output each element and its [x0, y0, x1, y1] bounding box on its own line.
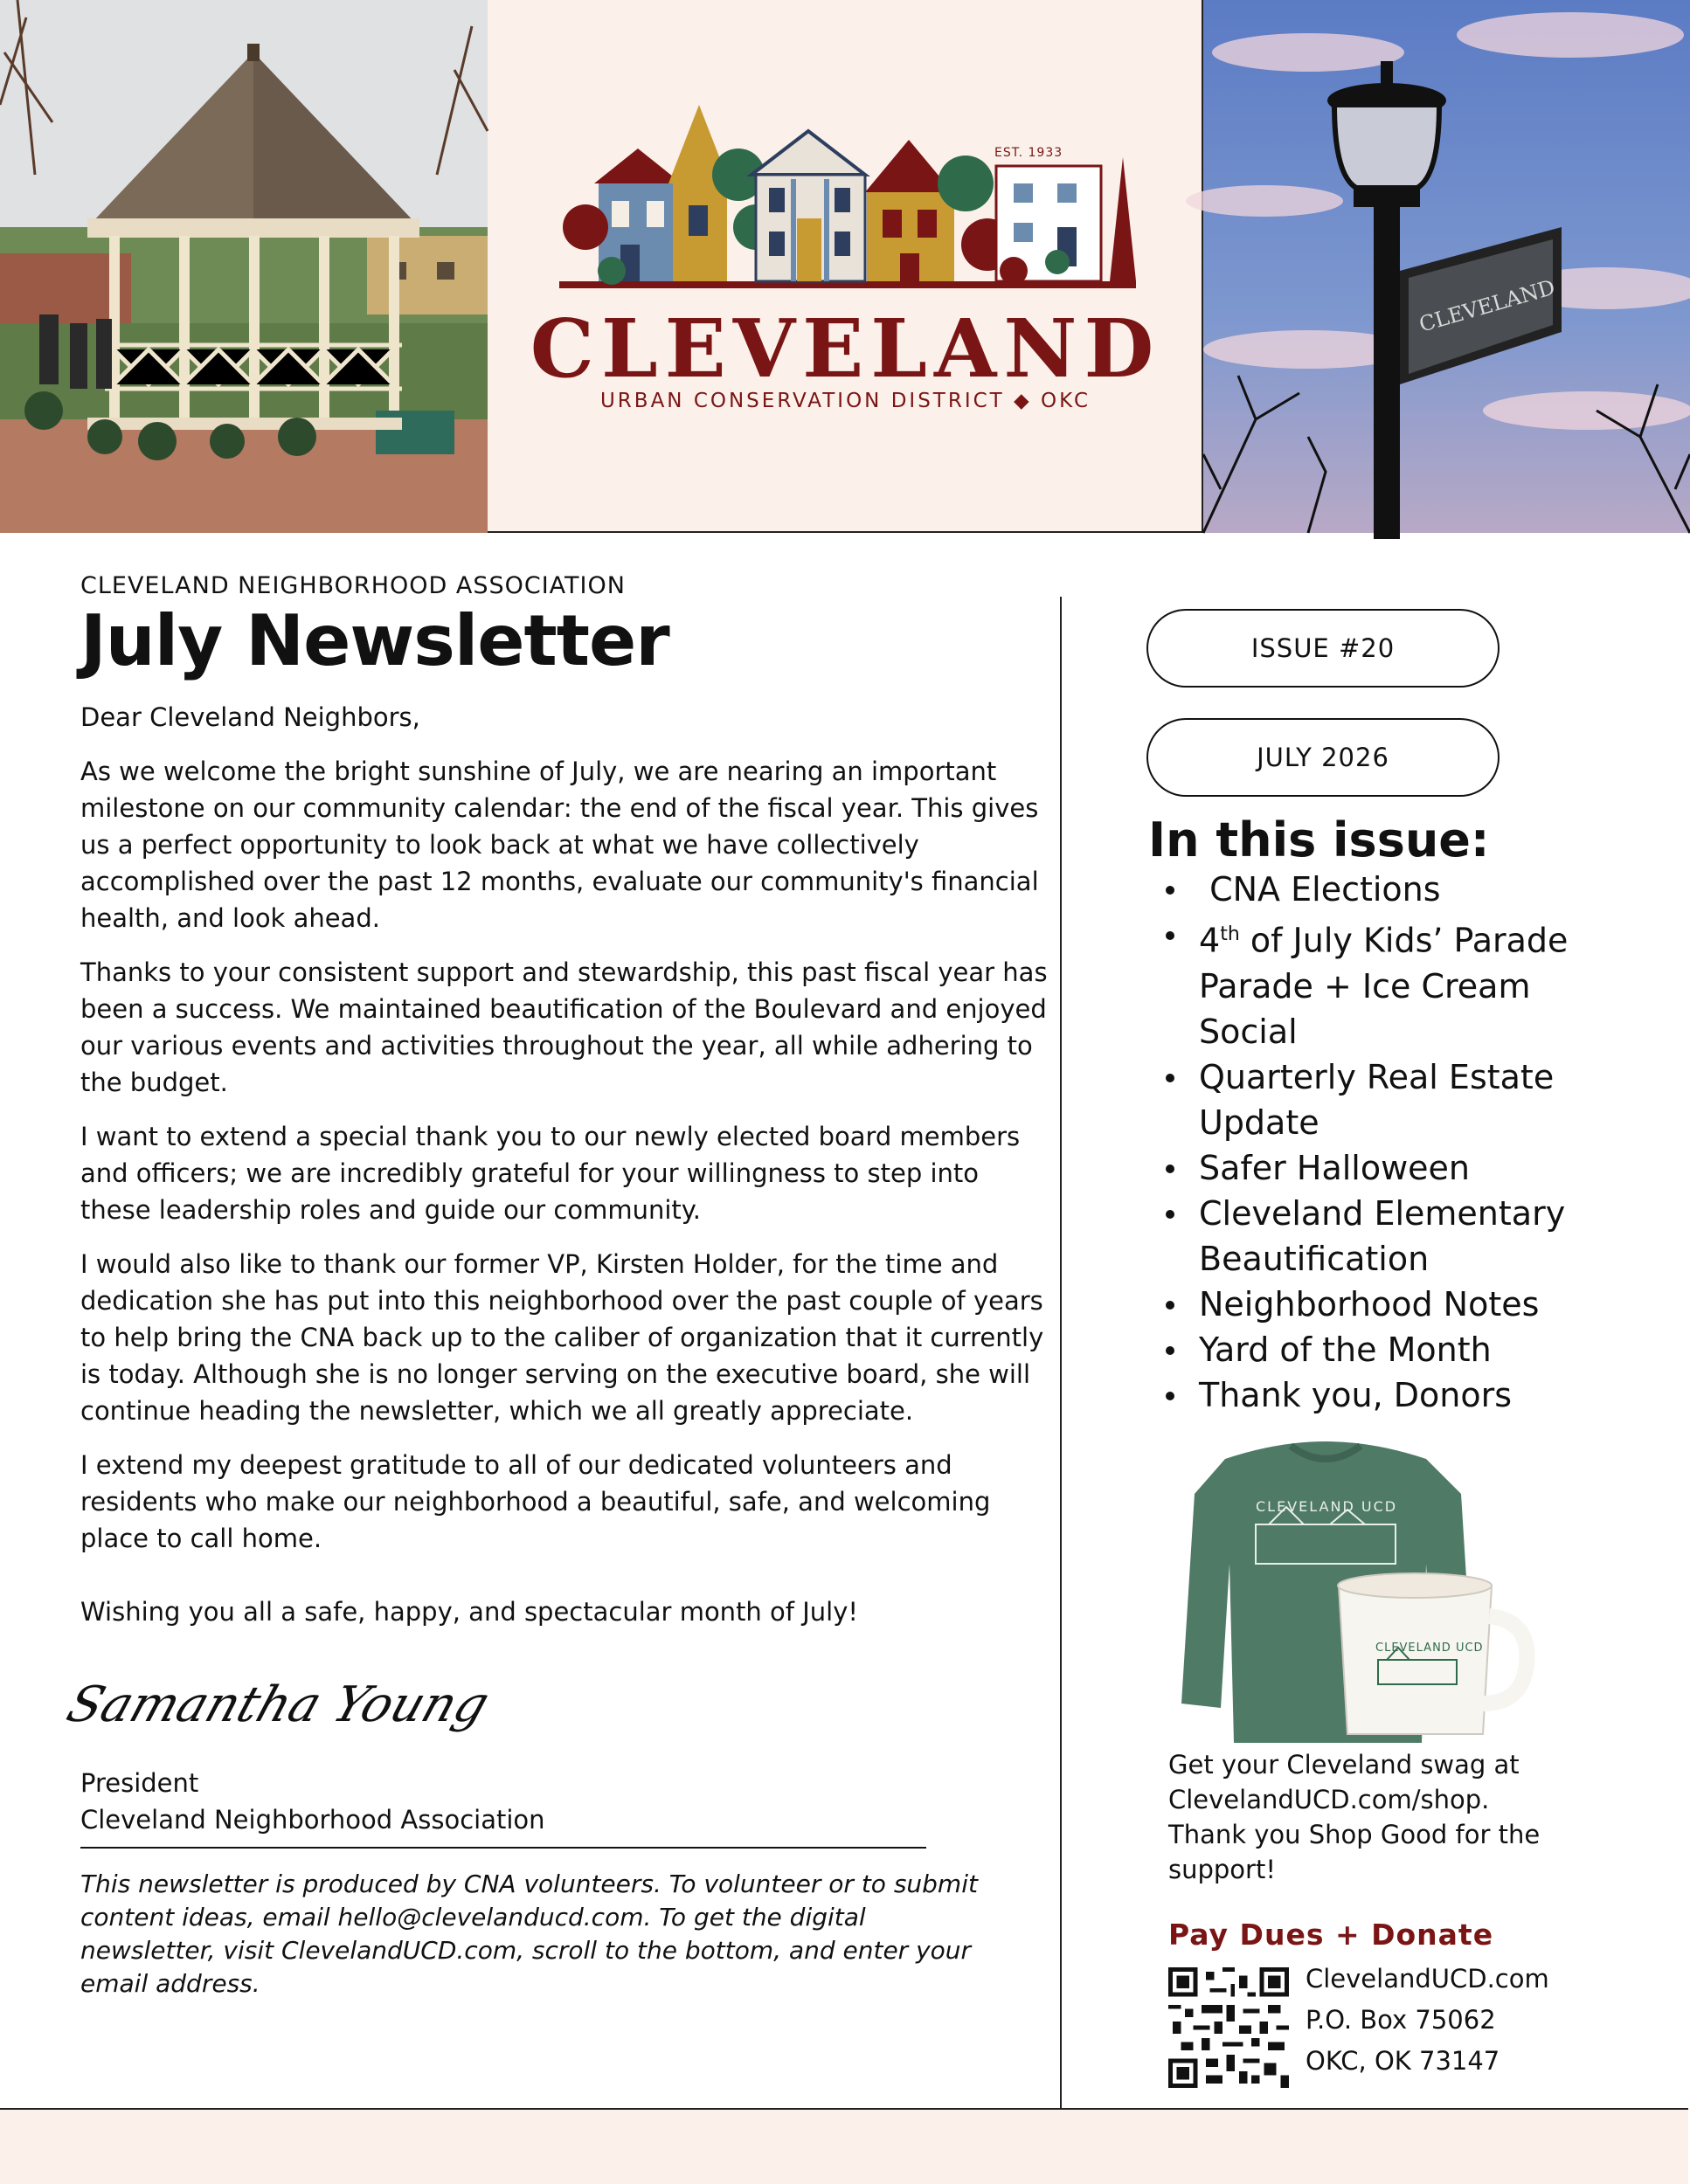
letter-paragraph: I would also like to thank our former VP, Kirsten Holder, for the time and dedication she has put into this neighborhood over the past couple of years to help bring the CNA back up to the caliber of organization that it currently is today. Although she is no longer serving on the executive board, she will continue heading the newsletter, which we all greatly appreciate. — [80, 1249, 1044, 1426]
donate-heading: Pay Dues + Donate — [1168, 1918, 1494, 1952]
toc-title: In this issue: — [1148, 812, 1490, 867]
toc-item-label: of July Kids’ Parade Parade + Ice Cream Social — [1199, 921, 1569, 1051]
houses-illustration-icon — [489, 0, 1202, 297]
toc-item-label: 4 — [1199, 921, 1221, 960]
letter-paragraph: As we welcome the bright sunshine of July, we are nearing an important milestone on our community calendar: the end of the fiscal year. This gives us a perfect opportunity to look back at what we have collectively accomplished over the past 12 months, evaluate our community's financial health, and look ahead. — [80, 757, 1039, 933]
toc-item: Safer Halloween — [1148, 1145, 1638, 1191]
swag-image — [1173, 1441, 1540, 1747]
letter-paragraph: I want to extend a special thank you to our newly elected board members and officers; we are incredibly grateful for your willingness to step into these leadership roles and guide our community. — [80, 1122, 1021, 1225]
logo-subtitle: URBAN CONSERVATION DISTRICT ◆ OKC — [599, 390, 1091, 412]
lamp-sign-text: CLEVELAND — [1416, 274, 1558, 337]
footnote: This newsletter is produced by CNA volunteers. To volunteer or to submit content ideas, email hello@clevelanducd.com. To get the digital newsletter, visit ClevelandUCD.com, scroll to the bottom, and enter your email address. — [80, 1870, 978, 1998]
footer-band — [0, 2108, 1688, 2184]
footnote-divider — [80, 1847, 926, 1849]
date-badge: JULY 2026 — [1146, 718, 1500, 797]
signer-details — [80, 1765, 1050, 1838]
header-band — [0, 0, 1688, 533]
column-divider — [1060, 597, 1062, 2108]
letter-greeting: Dear Cleveland Neighbors, — [80, 702, 420, 732]
toc-item: Yard of the Month — [1148, 1327, 1638, 1372]
logo-established: EST. 1933 — [994, 146, 1063, 160]
city-address: OKC, OK 73147 — [1306, 2046, 1500, 2076]
toc-item: Neighborhood Notes — [1148, 1282, 1638, 1327]
cleveland-logo — [489, 0, 1202, 533]
president-letter — [80, 699, 1050, 1630]
mug-print-text: CLEVELAND UCD — [1375, 1641, 1484, 1655]
swag-caption: Get your Cleveland swag at ClevelandUCD.com/shop. Thank you Shop Good for the support! — [1168, 1750, 1541, 1884]
signature-image-icon — [59, 1660, 496, 1756]
website-link[interactable]: ClevelandUCD.com — [1306, 1964, 1549, 1994]
toc-item — [1148, 867, 1638, 912]
page-title: July Newsletter — [80, 600, 669, 681]
toc-item-label: CNA Elections — [1209, 870, 1441, 909]
logo-title: CLEVELAND — [530, 301, 1161, 396]
gazebo-photo — [0, 0, 488, 533]
qr-code-icon[interactable] — [1168, 1967, 1289, 2088]
signature — [59, 1660, 1050, 1756]
table-of-contents — [1148, 867, 1638, 1418]
sweatshirt-print-text: CLEVELAND UCD — [1256, 1498, 1398, 1515]
lamp-post-photo — [1202, 0, 1688, 533]
po-box: P.O. Box 75062 — [1306, 2005, 1496, 2035]
toc-item — [1148, 912, 1638, 1054]
org-label: CLEVELAND NEIGHBORHOOD ASSOCIATION — [80, 572, 626, 599]
toc-item: Quarterly Real Estate Update — [1148, 1054, 1638, 1145]
contact-info — [1306, 1959, 1549, 2082]
signature-text: Samantha Young — [59, 1676, 496, 1733]
toc-item: Thank you, Donors — [1148, 1372, 1638, 1418]
issue-badge: ISSUE #20 — [1146, 609, 1500, 688]
letter-paragraph: Thanks to your consistent support and stewardship, this past fiscal year has been a success. We maintained beautification of the Boulevard and enjoyed our various events and activities throughout the year, all while adhering to the budget. — [80, 957, 1048, 1097]
letter-paragraph: I extend my deepest gratitude to all of our dedicated volunteers and residents who make our neighborhood a beautiful, safe, and welcoming place to call home. — [80, 1450, 991, 1553]
toc-item-superscript: th — [1220, 923, 1240, 945]
signer-org: Cleveland Neighborhood Association — [80, 1805, 545, 1835]
main-column — [59, 572, 1050, 2001]
signer-role: President — [80, 1768, 199, 1798]
toc-item: Cleveland Elementary Beautification — [1148, 1191, 1638, 1282]
letter-closing: Wishing you all a safe, happy, and spectacular month of July! — [80, 1597, 858, 1627]
